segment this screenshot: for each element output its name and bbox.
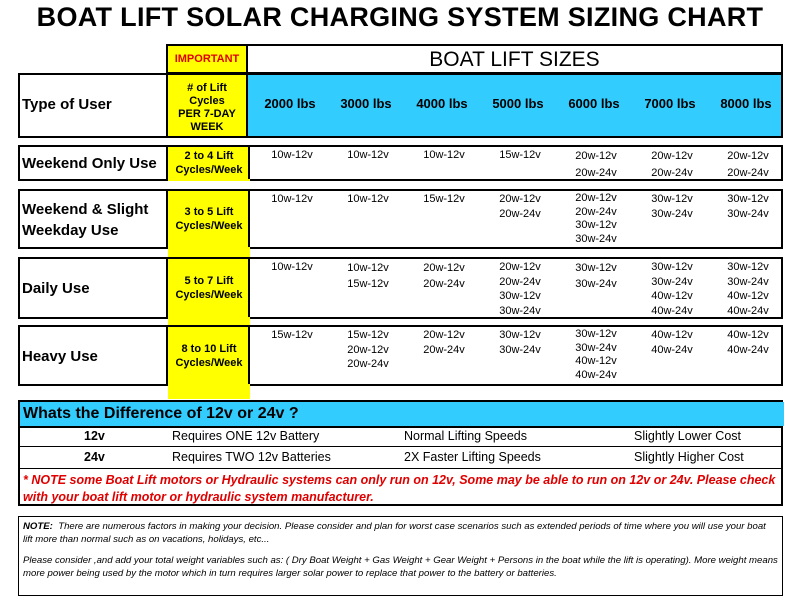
cycles-line: 8 to 10 Lift [181,343,237,355]
wattage-cell [330,328,406,372]
wattage-cell [482,328,558,357]
wattage-value: 30w-24v [651,275,693,288]
wattage-cell [482,260,558,318]
wattage-value: 20w-12v [575,192,617,204]
wattage-cell [254,328,330,343]
wattage-value: 20w-24v [727,167,769,179]
wattage-value: 40w-12v [727,290,769,302]
size-header: 7000 lbs [644,96,696,111]
wattage-value: 15w-12v [271,329,313,341]
page-title: BOAT LIFT SOLAR CHARGING SYSTEM SIZING CHART [36,2,764,32]
wattage-value: 30w-24v [575,232,617,245]
lifting-speed: Normal Lifting Speeds [404,429,527,443]
wattage-cell [710,148,786,182]
wattage-cell [254,192,330,207]
wattage-value: 30w-12v [499,329,541,341]
wattage-cell [406,328,482,357]
table-row [18,325,783,386]
wattage-value: 10w-12v [271,193,313,205]
wattage-cell [558,192,634,246]
cycles-cell [168,327,250,399]
wattage-cell [710,260,786,318]
user-type-label [22,278,90,299]
voltage-difference-section [18,400,783,506]
user-type-line: Daily Use [22,280,90,297]
wattage-value: 30w-12v [575,328,617,340]
wattage-cell [710,192,786,221]
wattage-value: 40w-12v [651,290,693,302]
wattage-value: 40w-24v [727,343,769,356]
wattage-value: 10w-12v [271,149,313,161]
wattage-value: 30w-24v [727,275,769,288]
user-type-label [22,153,157,174]
wattage-cell [330,192,406,207]
wattage-value: 20w-24v [499,207,541,220]
voltage-difference-heading: Whats the Difference of 12v or 24v ? [20,402,784,426]
wattage-value: 30w-12v [727,261,769,273]
wattage-value: 30w-12v [651,261,693,273]
cost-note: Slightly Lower Cost [634,429,741,443]
wattage-value: 20w-12v [575,150,617,162]
wattage-value: 15w-12v [347,278,389,290]
note-text: Please consider ,and add your total weight variables such as: ( Dry Boat Weight + Gas Weight + Gear Weight + Persons in the boat while the lift is operating). More weight means more power being used by the motor which in turn requires larger solar power to replace that power to the battery or batteries. [23,555,778,579]
size-header: 4000 lbs [416,96,468,111]
wattage-cell [406,192,482,207]
planning-note [18,516,783,596]
wattage-value: 10w-12v [271,261,313,273]
cycles-heading-line: PER 7-DAY [178,108,236,120]
type-of-user-heading: Type of User [22,96,112,113]
cycles-line: 3 to 5 Lift [184,206,234,218]
wattage-value: 40w-24v [727,304,769,317]
battery-requirement: Requires ONE 12v Battery [172,429,320,443]
wattage-value: 20w-12v [651,150,693,162]
wattage-value: 30w-24v [651,207,693,220]
wattage-value: 30w-12v [575,219,617,231]
battery-requirement: Requires TWO 12v Batteries [172,450,331,464]
note-label: NOTE: [23,521,53,532]
voltage-label: 24v [84,450,105,464]
wattage-value: 20w-12v [423,262,465,274]
wattage-value: 40w-24v [575,368,617,381]
wattage-cell [406,260,482,292]
size-header: 5000 lbs [492,96,544,111]
wattage-cell [710,328,786,357]
wattage-cell [330,260,406,292]
wattage-value: 40w-12v [651,329,693,341]
wattage-value: 20w-24v [575,167,617,179]
wattage-value: 30w-24v [499,304,541,317]
wattage-value: 20w-24v [423,278,465,290]
wattage-value: 40w-12v [575,355,617,367]
size-header: 6000 lbs [568,96,620,111]
wattage-value: 40w-24v [651,304,693,317]
wattage-cell [482,192,558,221]
wattage-value: 15w-12v [423,193,465,205]
cycles-line: Cycles/Week [175,357,243,369]
cycles-line: 5 to 7 Lift [184,275,234,287]
user-type-line: Heavy Use [22,348,98,365]
wattage-value: 30w-24v [727,207,769,220]
wattage-value: 15w-12v [347,329,389,341]
wattage-value: 10w-12v [347,262,389,274]
cycles-cell [168,191,250,261]
wattage-cell [634,260,710,318]
cycles-line: 2 to 4 Lift [184,150,234,162]
table-row [18,145,783,181]
wattage-value: 20w-24v [423,343,465,356]
wattage-cell [406,148,482,163]
wattage-value: 30w-24v [575,278,617,290]
important-label: IMPORTANT [166,44,248,74]
wattage-cell [558,260,634,292]
user-type-line: Weekend Only Use [22,155,157,172]
wattage-cell [558,328,634,382]
user-type-label [22,199,148,241]
wattage-value: 15w-12v [499,149,541,161]
cycles-line: Cycles/Week [175,164,243,176]
voltage-label: 12v [84,429,105,443]
note-text: There are numerous factors in making your decision. Please consider and plan for worst case scenarios such as extended periods of time where you will use your boat lift more than normal such as on vacations, holidays, etc... [23,521,766,545]
lifting-speed: 2X Faster Lifting Speeds [404,450,541,464]
boat-lift-sizes-heading: BOAT LIFT SIZES [246,44,783,74]
compatibility-warning: * NOTE some Boat Lift motors or Hydraulic systems can only run on 12v, Some may be able to run on 12v or 24v. Please check with your boat lift motor or hydraulic system manufacturer. [23,473,776,504]
wattage-value: 10w-12v [347,193,389,205]
user-type-line: Weekend & Slight [22,201,149,218]
table-row [18,189,783,249]
wattage-cell [254,148,330,163]
wattage-value: 30w-12v [575,262,617,274]
wattage-value: 20w-12v [727,150,769,162]
wattage-value: 10w-12v [347,149,389,161]
wattage-cell [634,192,710,221]
cost-note: Slightly Higher Cost [634,450,744,464]
wattage-value: 20w-12v [347,343,389,356]
wattage-cell [482,148,558,163]
cycles-heading [166,73,248,138]
wattage-value: 40w-24v [651,343,693,356]
size-header: 3000 lbs [340,96,392,111]
wattage-cell [558,148,634,182]
cycles-line: Cycles/Week [175,220,243,232]
size-header: 8000 lbs [720,96,772,111]
user-type-line: Weekday Use [22,222,119,239]
wattage-value: 20w-12v [499,193,541,205]
wattage-value: 40w-12v [727,329,769,341]
wattage-value: 20w-24v [499,275,541,288]
wattage-value: 30w-12v [727,193,769,205]
wattage-value: 20w-12v [499,261,541,273]
wattage-value: 20w-24v [347,358,389,370]
wattage-value: 10w-12v [423,149,465,161]
wattage-cell [254,260,330,275]
wattage-value: 20w-24v [575,205,617,218]
cycles-heading-line: WEEK [190,121,224,133]
wattage-value: 30w-12v [651,193,693,205]
cycles-line: Cycles/Week [175,289,243,301]
wattage-cell [634,148,710,182]
cycles-cell [168,259,250,332]
wattage-value: 30w-12v [499,290,541,302]
wattage-cell [634,328,710,357]
size-header: 2000 lbs [264,96,316,111]
user-type-label [22,346,98,367]
wattage-value: 20w-12v [423,329,465,341]
wattage-value: 30w-24v [499,343,541,356]
table-row [18,257,783,319]
cycles-cell [168,147,250,181]
wattage-cell [330,148,406,163]
wattage-value: 20w-24v [651,167,693,179]
wattage-value: 30w-24v [575,341,617,354]
cycles-heading-line: # of Lift Cycles [187,82,227,107]
